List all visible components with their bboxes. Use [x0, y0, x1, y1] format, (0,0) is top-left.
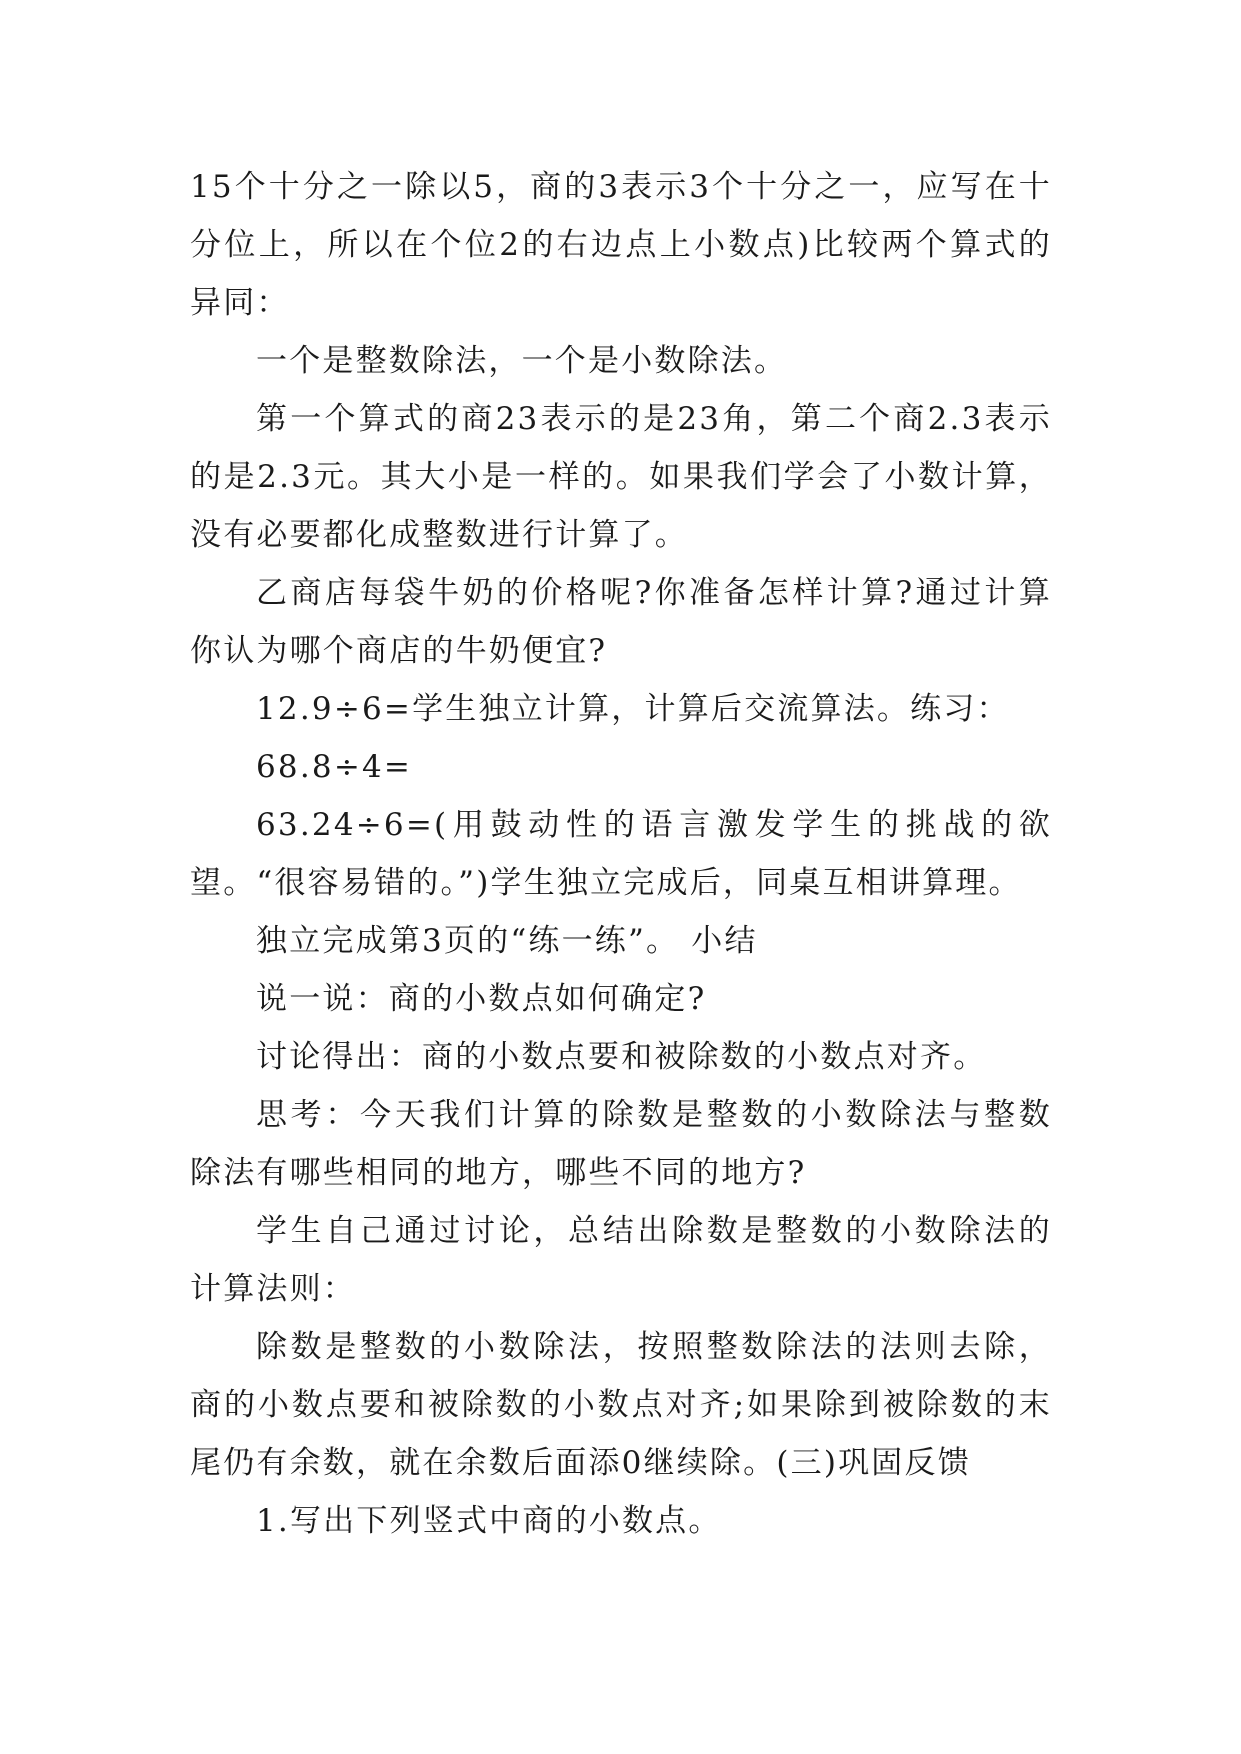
paragraph: 乙商店每袋牛奶的价格呢?你准备怎样计算?通过计算你认为哪个商店的牛奶便宜?: [190, 575, 1052, 669]
paragraph: 68.8÷4=: [256, 749, 413, 785]
paragraph: 讨论得出：商的小数点要和被除数的小数点对齐。: [256, 1039, 987, 1075]
paragraph: 独立完成第3页的“练一练”。 小结: [256, 923, 758, 959]
document-body: [190, 158, 1052, 1550]
paragraph: 第一个算式的商23表示的是23角，第二个商2.3表示的是2.3元。其大小是一样的。如果我们学会了小数计算，没有必要都化成整数进行计算了。: [190, 401, 1052, 553]
paragraph: 思考：今天我们计算的除数是整数的小数除法与整数除法有哪些相同的地方，哪些不同的地方?: [190, 1097, 1052, 1191]
paragraph: 15个十分之一除以5，商的3表示3个十分之一，应写在十分位上，所以在个位2的右边点上小数点)比较两个算式的异同：: [190, 169, 1052, 321]
paragraph: 63.24÷6=(用鼓动性的语言激发学生的挑战的欲望。“很容易错的。”)学生独立完成后，同桌互相讲算理。: [190, 807, 1052, 901]
paragraph: 说一说：商的小数点如何确定?: [256, 981, 707, 1017]
paragraph: 学生自己通过讨论，总结出除数是整数的小数除法的计算法则：: [190, 1213, 1052, 1307]
paragraph: 1.写出下列竖式中商的小数点。: [256, 1503, 722, 1539]
paragraph: 一个是整数除法，一个是小数除法。: [256, 343, 788, 379]
paragraph: 除数是整数的小数除法，按照整数除法的法则去除，商的小数点要和被除数的小数点对齐;如果除到被除数的末尾仍有余数，就在余数后面添0继续除。(三)巩固反馈: [190, 1329, 1052, 1481]
paragraph: 12.9÷6=学生独立计算，计算后交流算法。练习：: [256, 691, 1010, 727]
